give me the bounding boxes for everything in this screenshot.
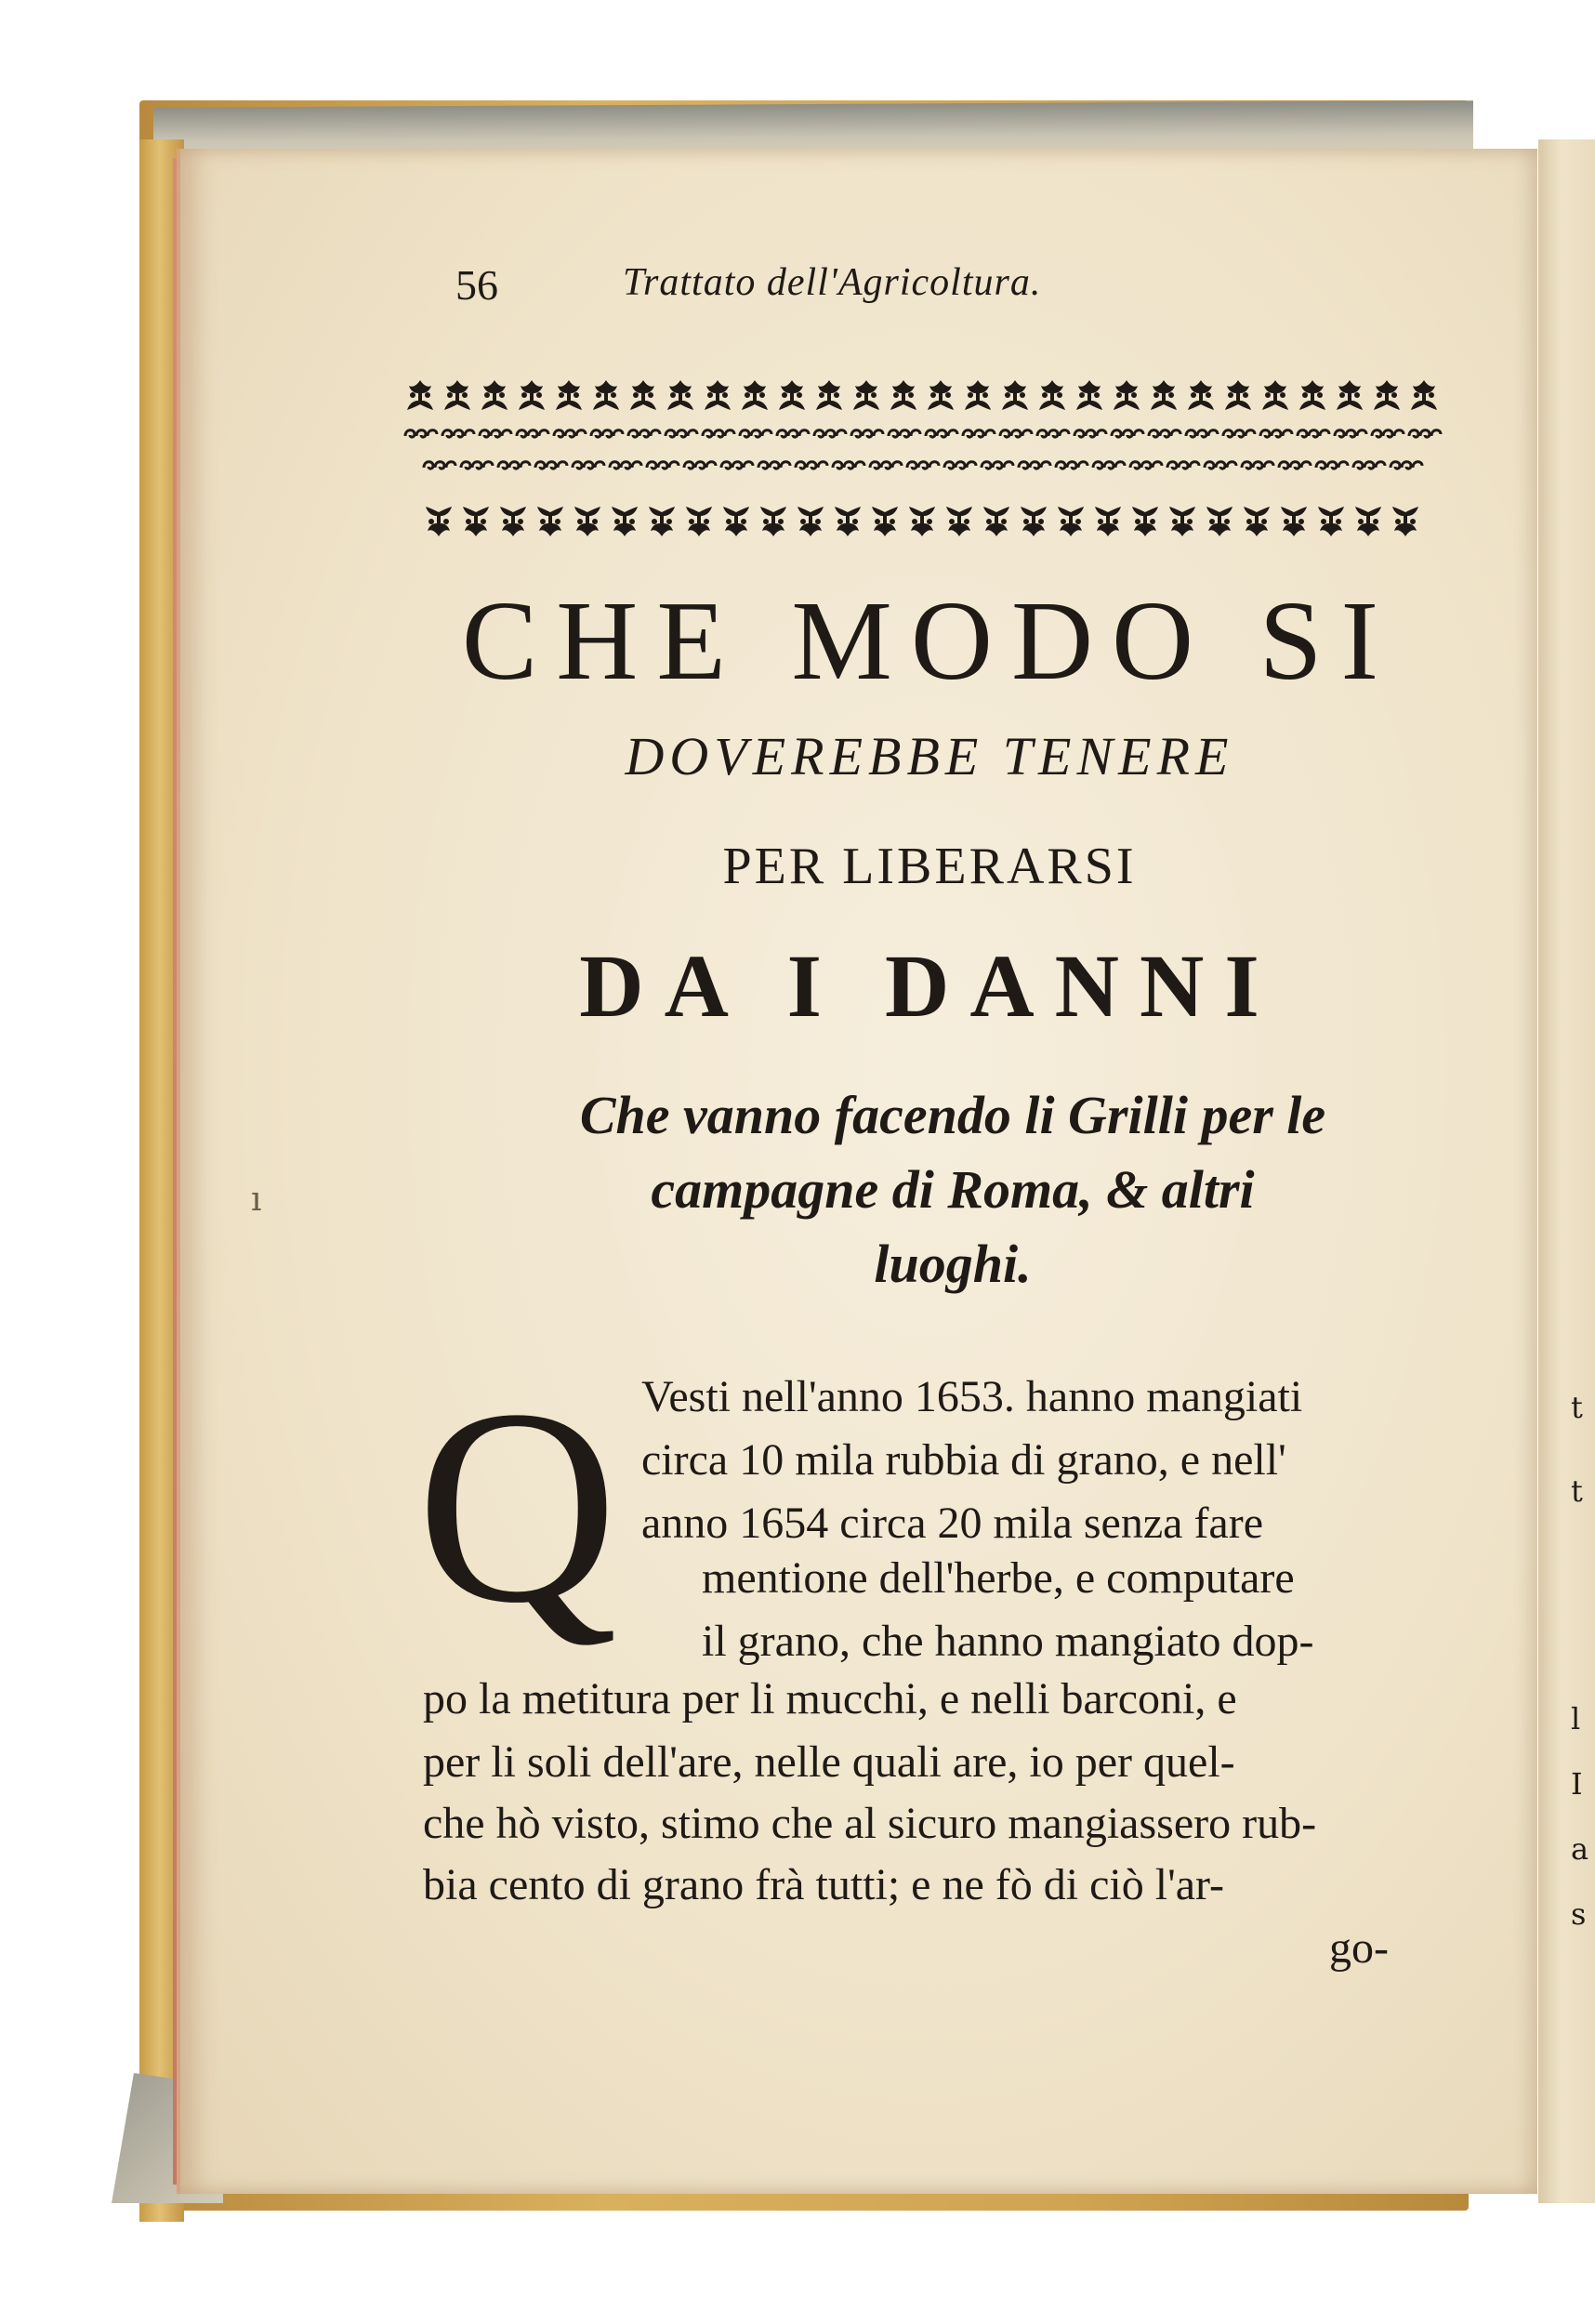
body-line: Vesti nell'anno 1653. hanno mangiati bbox=[641, 1372, 1303, 1421]
drop-cap: Q bbox=[416, 1352, 618, 1660]
margin-mark: ı bbox=[251, 1181, 262, 1219]
facing-page-glyph: a bbox=[1571, 1831, 1589, 1867]
facing-page-glyph: t bbox=[1571, 1390, 1583, 1425]
title-line-2: DOVEREBBE TENERE bbox=[625, 726, 1234, 786]
body-line: circa 10 mila rubbia di grano, e nell' bbox=[641, 1435, 1286, 1485]
title-line-1: CHE MODO SI bbox=[461, 578, 1398, 704]
body-line: il grano, che hanno mangiato dop- bbox=[702, 1617, 1314, 1666]
title-line-3: PER LIBERARSI bbox=[722, 838, 1137, 895]
fleuron-ornament bbox=[402, 376, 1457, 544]
title-line-4: DA I DANNI bbox=[579, 936, 1280, 1036]
body-line: per li soli dell'are, nelle quali are, io per quel- bbox=[423, 1737, 1235, 1787]
page-header bbox=[437, 260, 1366, 325]
running-title: Trattato dell'Agricoltura. bbox=[623, 261, 1042, 304]
page-number: 56 bbox=[455, 261, 498, 309]
body-line: bia cento di grano frà tutti; e ne fò di ciò l'ar- bbox=[423, 1860, 1225, 1909]
subtitle-line-2: campagne di Roma, & altri bbox=[651, 1159, 1255, 1220]
subtitle-line-1: Che vanno facendo li Grilli per le bbox=[579, 1085, 1326, 1145]
catchword: go- bbox=[1329, 1923, 1389, 1973]
body-line: che hò visto, stimo che al sicuro mangiassero rub- bbox=[423, 1799, 1317, 1848]
facing-page-edge bbox=[1538, 139, 1595, 2203]
facing-page-glyph: t bbox=[1571, 1473, 1583, 1509]
body-line: mentione dell'herbe, e computare bbox=[702, 1553, 1295, 1603]
facing-page-glyph: s bbox=[1571, 1896, 1587, 1932]
body-line: anno 1654 circa 20 mila senza fare bbox=[641, 1499, 1264, 1548]
body-line: po la metitura per li mucchi, e nelli barconi, e bbox=[423, 1674, 1237, 1723]
ornament-row-bottom bbox=[426, 507, 1418, 536]
ornament-row-top bbox=[407, 380, 1437, 410]
subtitle bbox=[437, 1078, 1469, 1301]
facing-page-glyph: l bbox=[1571, 1701, 1581, 1736]
facing-page-glyph: I bbox=[1571, 1766, 1583, 1802]
subtitle-line-3: luoghi. bbox=[874, 1234, 1032, 1294]
